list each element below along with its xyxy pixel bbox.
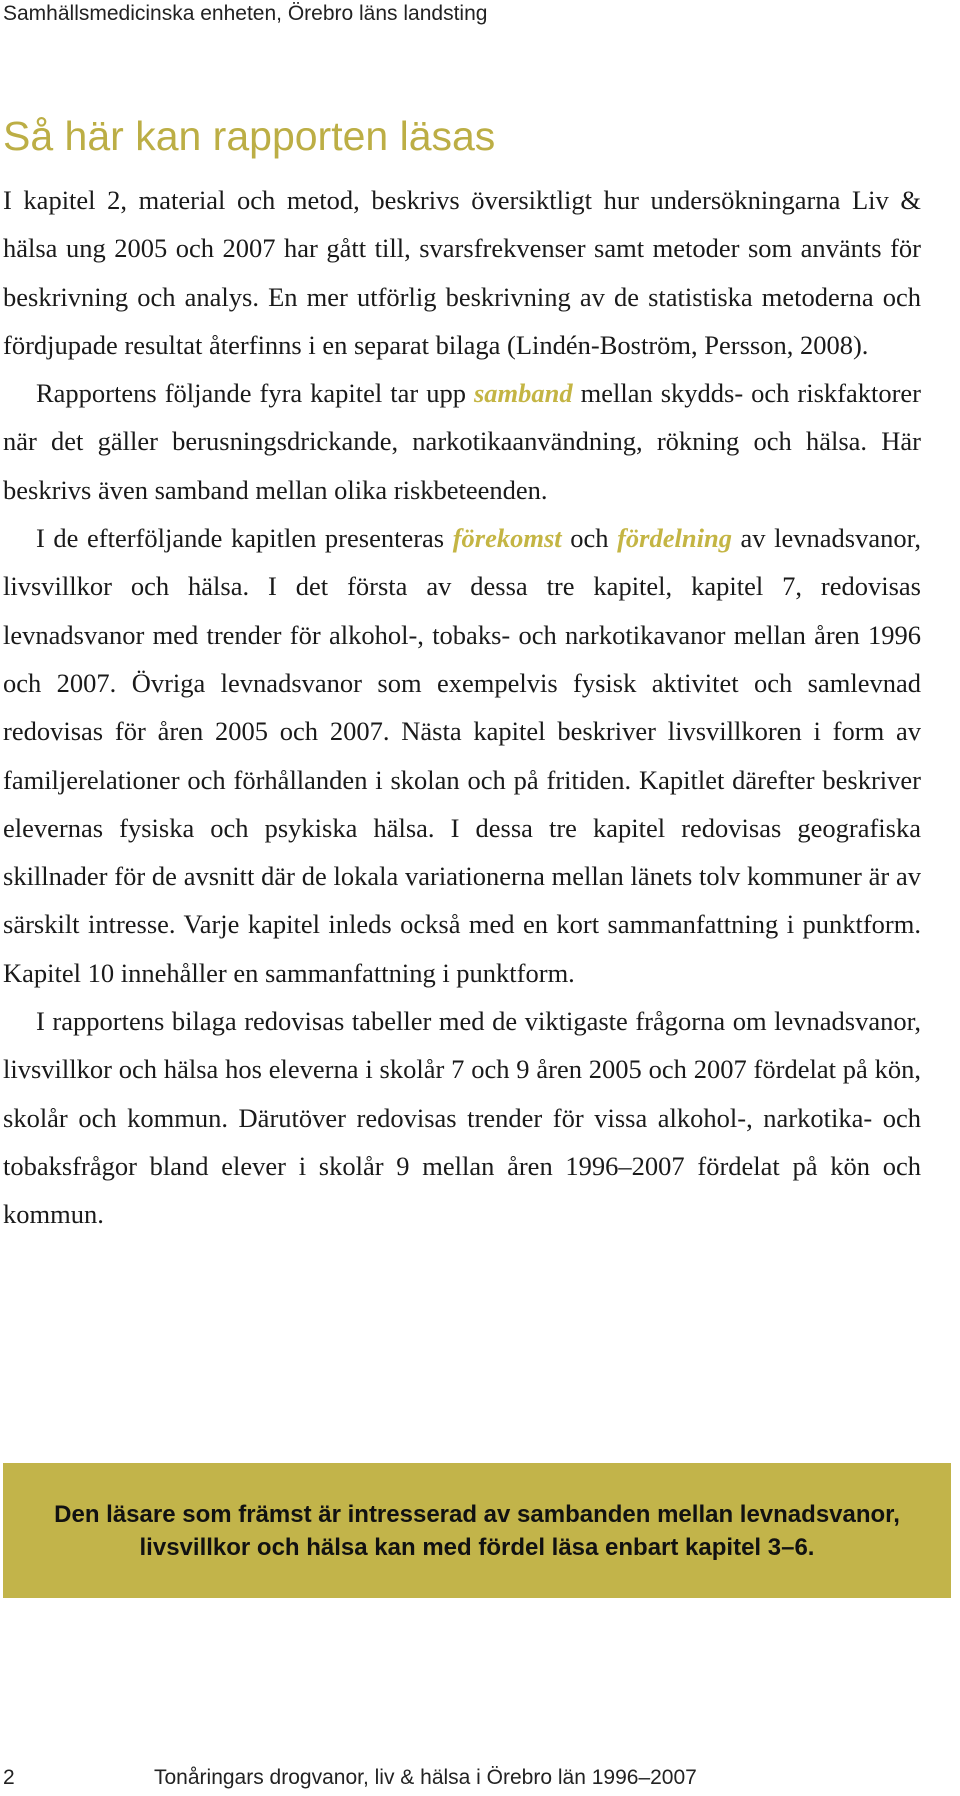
paragraph-text: I de efterföljande kapitlen presenteras [36,523,453,554]
paragraph-text: I rapportens bilaga redovisas tabeller med de viktigaste frågorna om levnadsvanor, livsvillkor och hälsa hos eleverna i skolår 7 och 9 åren 2005 och 2007 fördelat på kön, skolår och kommun. Därutöver redovisas trender för vissa alkohol-, narkotika- och tobaksfrågor bland elever i skolår 9 mellan åren 1996–2007 fördelat på kön och kommun. [3,1006,921,1230]
callout-box [3,1463,951,1598]
paragraph-text: av levnadsvanor, livsvillkor och hälsa. I det första av dessa tre kapitel, kapitel 7, redovisas levnadsvanor med trender för alkohol-, tobaks- och narkotikavanor mellan åren 1996 och 2007. Övriga levnadsvanor som exempelvis fysisk aktivitet och samlevnad redovisas för åren 2005 och 2007. Nästa kapitel beskriver livsvillkoren i form av familjerelationer och förhållanden i skolan och på fritiden. Kapitlet därefter beskriver elevernas fysiska och psykiska hälsa. I dessa tre kapitel redovisas geografiska skillnader för de avsnitt där de lokala variationerna mellan länets tolv kommuner är av särskilt intresse. Varje kapitel inleds också med en kort sammanfattning i punktform. Kapitel 10 innehåller en sammanfattning i punktform. [3,523,921,988]
footer-publication-title: Tonåringars drogvanor, liv & hälsa i Örebro län 1996–2007 [154,1766,697,1789]
emphasized-term: fördelning [617,523,732,554]
body-paragraph [3,997,921,1238]
page-title: Så här kan rapporten läsas [3,113,496,159]
body-paragraph [3,176,921,369]
paragraph-text: mellan skydds- och riskfaktorer när det gäller berusningsdrickande, narkotikaanvändning, rökning och hälsa. Här beskrivs även samband mellan olika riskbeteenden. [3,378,921,505]
running-header: Samhällsmedicinska enheten, Örebro läns landsting [3,2,488,25]
emphasized-term: samband [473,378,573,409]
body-paragraph [3,514,921,997]
paragraph-text: I kapitel 2, material och metod, beskrivs översiktligt hur undersökningarna Liv & hälsa ung 2005 och 2007 har gått till, svarsfrekvenser samt metoder som använts för beskrivning och analys. En mer utförlig beskrivning av de statistiska metoderna och fördjupade resultat återfinns i en separat bilaga (Lindén-Boström, Persson, 2008). [3,185,921,360]
footer-page-number: 2 [3,1766,15,1789]
emphasized-term: förekomst [452,523,562,554]
paragraph-text: och [561,523,618,554]
body-paragraph [3,369,921,514]
callout-text: Den läsare som främst är intresserad av sambanden mellan levnadsvanor, livsvillkor och hälsa kan med fördel läsa enbart kapitel 3–6. [54,1500,900,1561]
paragraph-text: Rapportens följande fyra kapitel tar upp [36,378,474,409]
body-text [3,176,921,1239]
